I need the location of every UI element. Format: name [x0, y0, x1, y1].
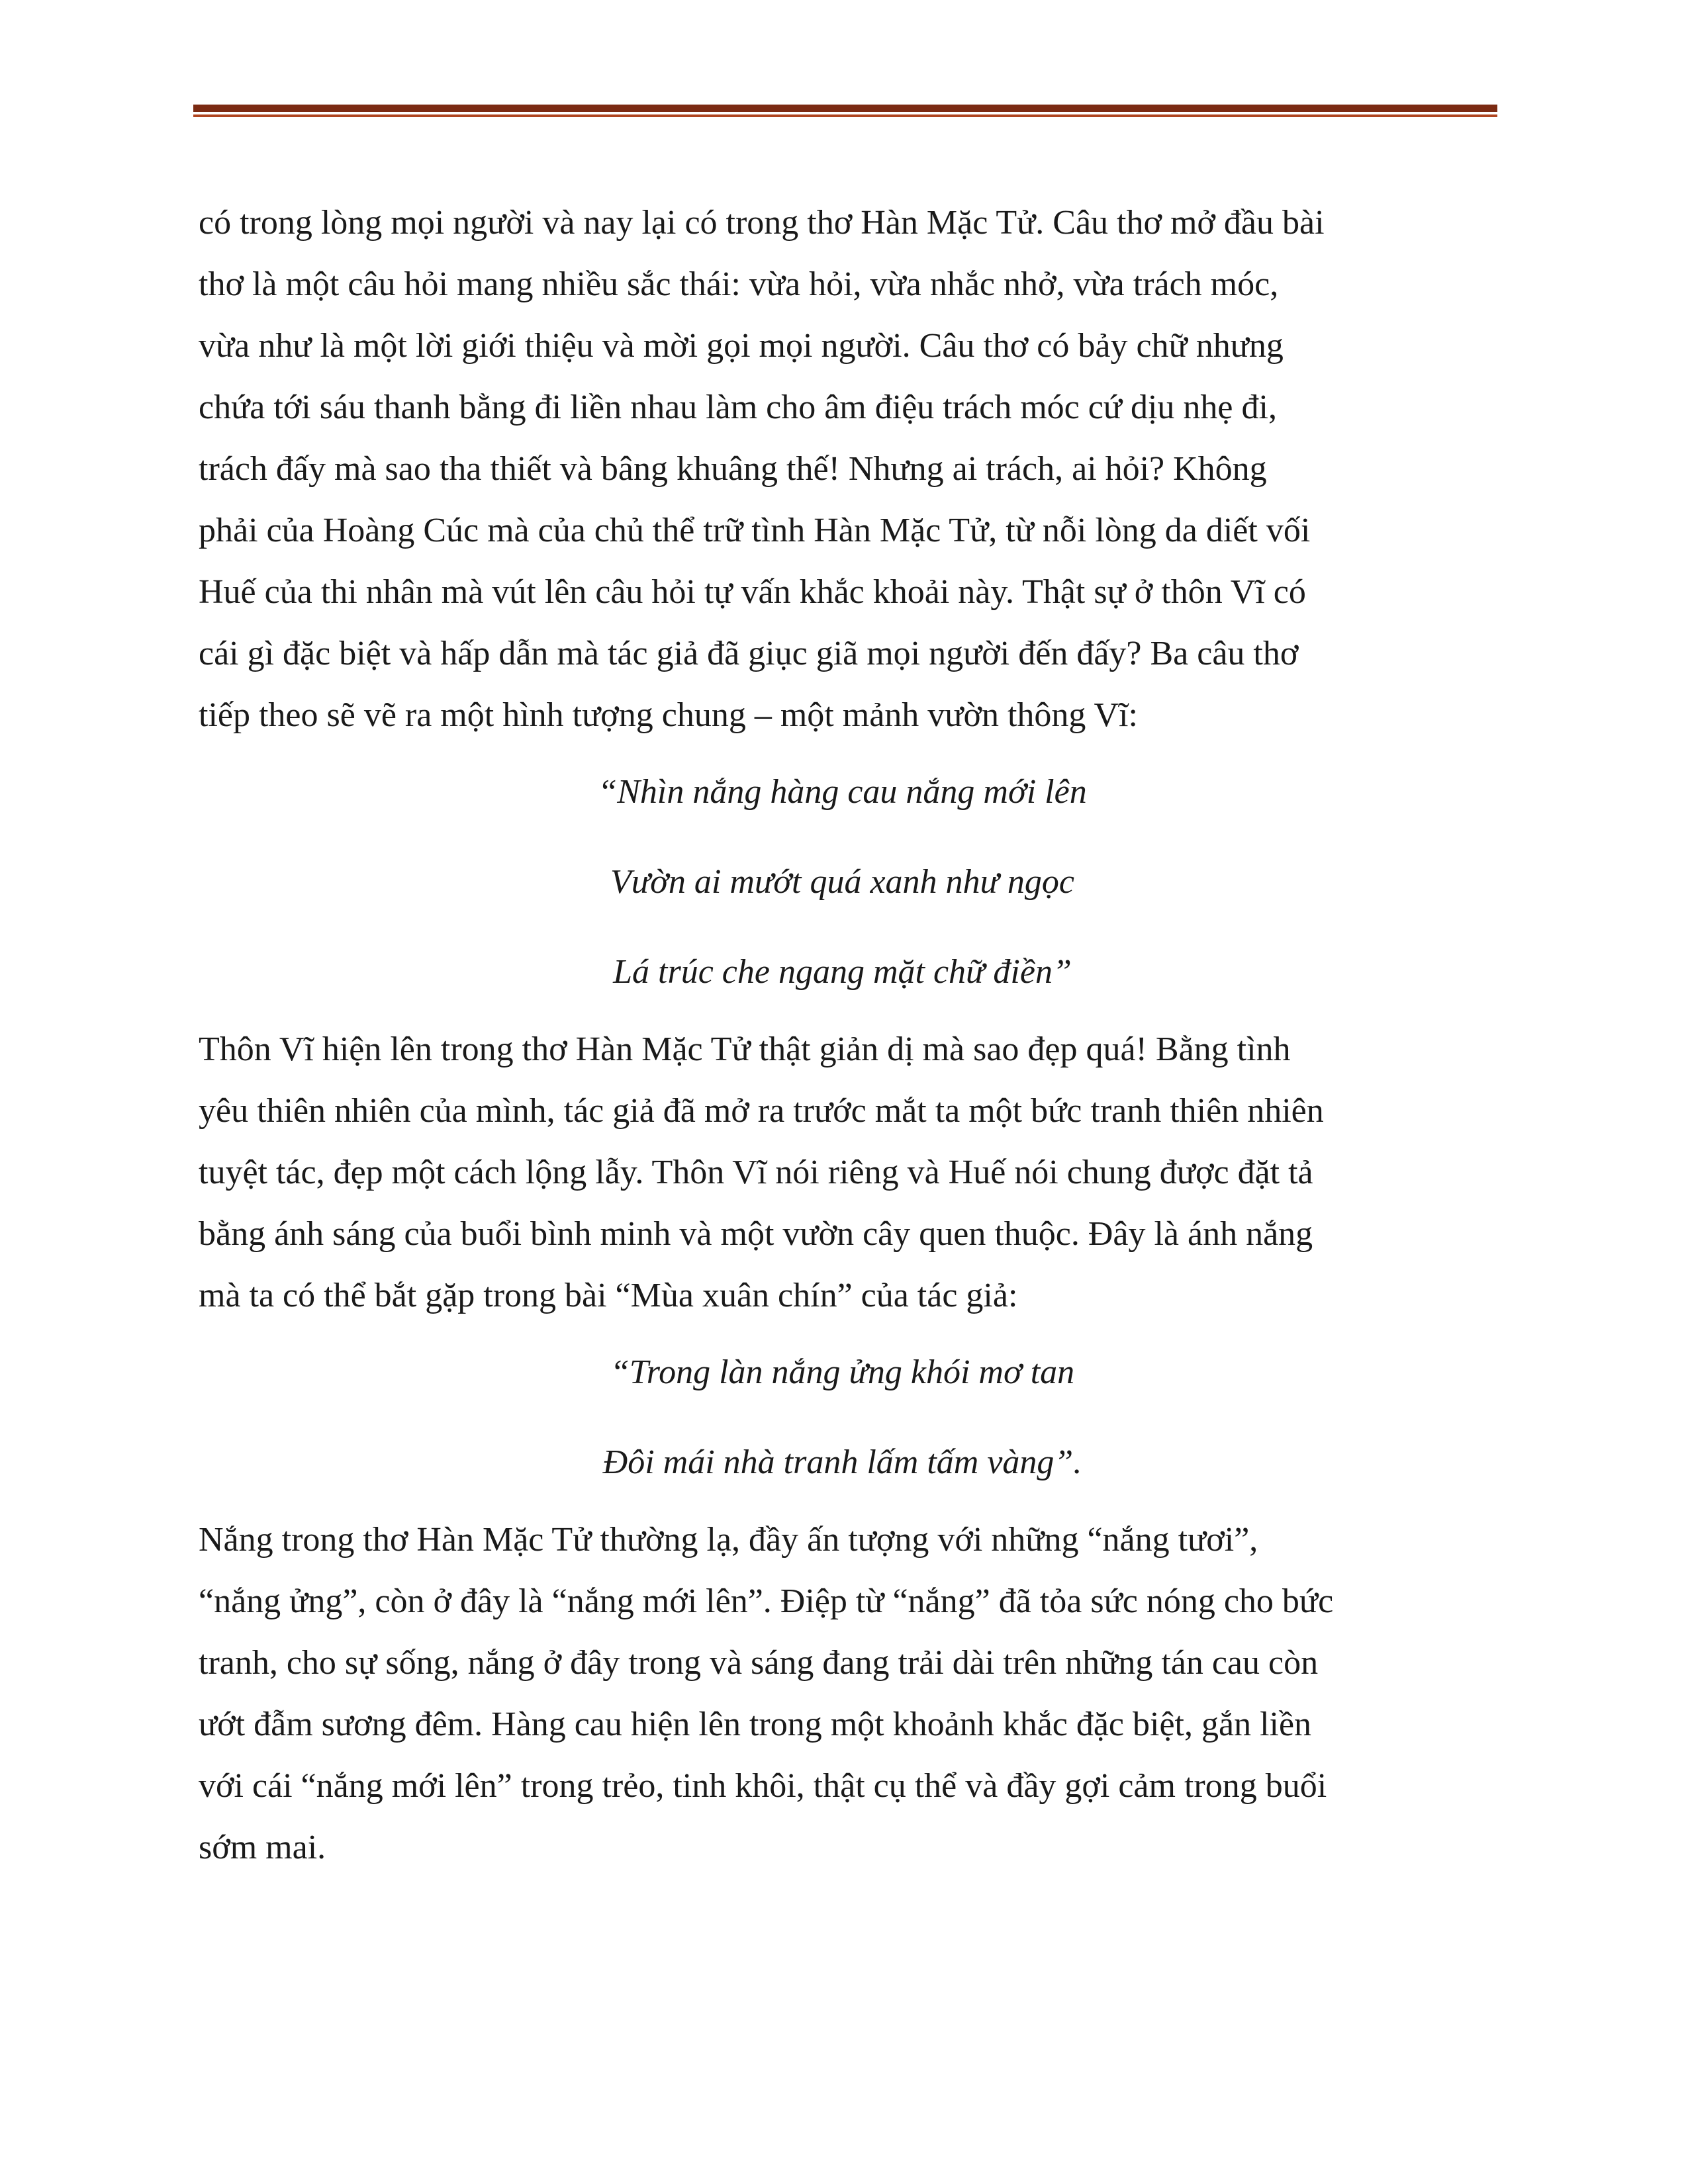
- paragraph-2: [199, 1019, 1486, 1326]
- paragraph-line: vừa như là một lời giới thiệu và mời gọi mọi người. Câu thơ có bảy chữ nhưng: [199, 327, 1284, 365]
- paragraph-line: sớm mai.: [199, 1829, 326, 1866]
- header-rule-thin: [193, 114, 1497, 117]
- paragraph-line: tranh, cho sự sống, nắng ở đây trong và sáng đang trải dài trên những tán cau còn: [199, 1644, 1319, 1682]
- paragraph-line: yêu thiên nhiên của mình, tác giả đã mở ra trước mắt ta một bức tranh thiên nhiên: [199, 1092, 1324, 1130]
- paragraph-line: tuyệt tác, đẹp một cách lộng lẫy. Thôn Vĩ nói riêng và Huế nói chung được đặt tả: [199, 1154, 1313, 1191]
- paragraph-line: bằng ánh sáng của buổi bình minh và một vườn cây quen thuộc. Đây là ánh nắng: [199, 1215, 1313, 1253]
- paragraph-line: tiếp theo sẽ vẽ ra một hình tượng chung – một mảnh vườn thông Vĩ:: [199, 696, 1138, 734]
- verse-line: “Trong làn nắng ửng khói mơ tan: [610, 1353, 1075, 1391]
- verse-line: Lá trúc che ngang mặt chữ điền”: [613, 953, 1072, 991]
- paragraph-line: cái gì đặc biệt và hấp dẫn mà tác giả đã giục giã mọi người đến đấy? Ba câu thơ: [199, 635, 1299, 672]
- verse-block-2: [199, 1328, 1486, 1508]
- paragraph-line: mà ta có thể bắt gặp trong bài “Mùa xuân chín” của tác giả:: [199, 1277, 1018, 1314]
- paragraph-line: với cái “nắng mới lên” trong trẻo, tinh khôi, thật cụ thể và đầy gợi cảm trong buổi: [199, 1767, 1327, 1805]
- paragraph-line: “nắng ửng”, còn ở đây là “nắng mới lên”. Điệp từ “nắng” đã tỏa sức nóng cho bức: [199, 1582, 1334, 1620]
- paragraph-line: trách đấy mà sao tha thiết và bâng khuâng thế! Nhưng ai trách, ai hỏi? Không: [199, 450, 1267, 488]
- verse-line: Vườn ai mướt quá xanh như ngọc: [610, 863, 1074, 901]
- paragraph-line: Nắng trong thơ Hàn Mặc Tử thường lạ, đầy ấn tượng với những “nắng tươi”,: [199, 1521, 1258, 1559]
- verse-line: “Nhìn nắng hàng cau nắng mới lên: [598, 773, 1087, 811]
- paragraph-line: Thôn Vĩ hiện lên trong thơ Hàn Mặc Tử thật giản dị mà sao đẹp quá! Bằng tình: [199, 1030, 1291, 1068]
- paragraph-line: có trong lòng mọi người và nay lại có trong thơ Hàn Mặc Tử. Câu thơ mở đầu bài: [199, 204, 1325, 242]
- paragraph-3: [199, 1509, 1486, 1878]
- header-rule: [193, 105, 1497, 118]
- paragraph-line: thơ là một câu hỏi mang nhiều sắc thái: vừa hỏi, vừa nhắc nhở, vừa trách móc,: [199, 265, 1279, 303]
- paragraph-1: [199, 192, 1486, 746]
- paragraph-line: chứa tới sáu thanh bằng đi liền nhau làm cho âm điệu trách móc cứ dịu nhẹ đi,: [199, 388, 1277, 426]
- page-content: [199, 192, 1486, 1878]
- paragraph-line: Huế của thi nhân mà vút lên câu hỏi tự vấn khắc khoải này. Thật sự ở thôn Vĩ có: [199, 573, 1306, 611]
- paragraph-line: phải của Hoàng Cúc mà của chủ thể trữ tình Hàn Mặc Tử, từ nỗi lòng da diết vối: [199, 512, 1311, 549]
- paragraph-line: ướt đẫm sương đêm. Hàng cau hiện lên trong một khoảnh khắc đặc biệt, gắn liền: [199, 1706, 1312, 1743]
- header-rule-thick: [193, 105, 1497, 112]
- verse-block-1: [199, 747, 1486, 1017]
- verse-line: Đôi mái nhà tranh lấm tấm vàng”.: [602, 1443, 1082, 1481]
